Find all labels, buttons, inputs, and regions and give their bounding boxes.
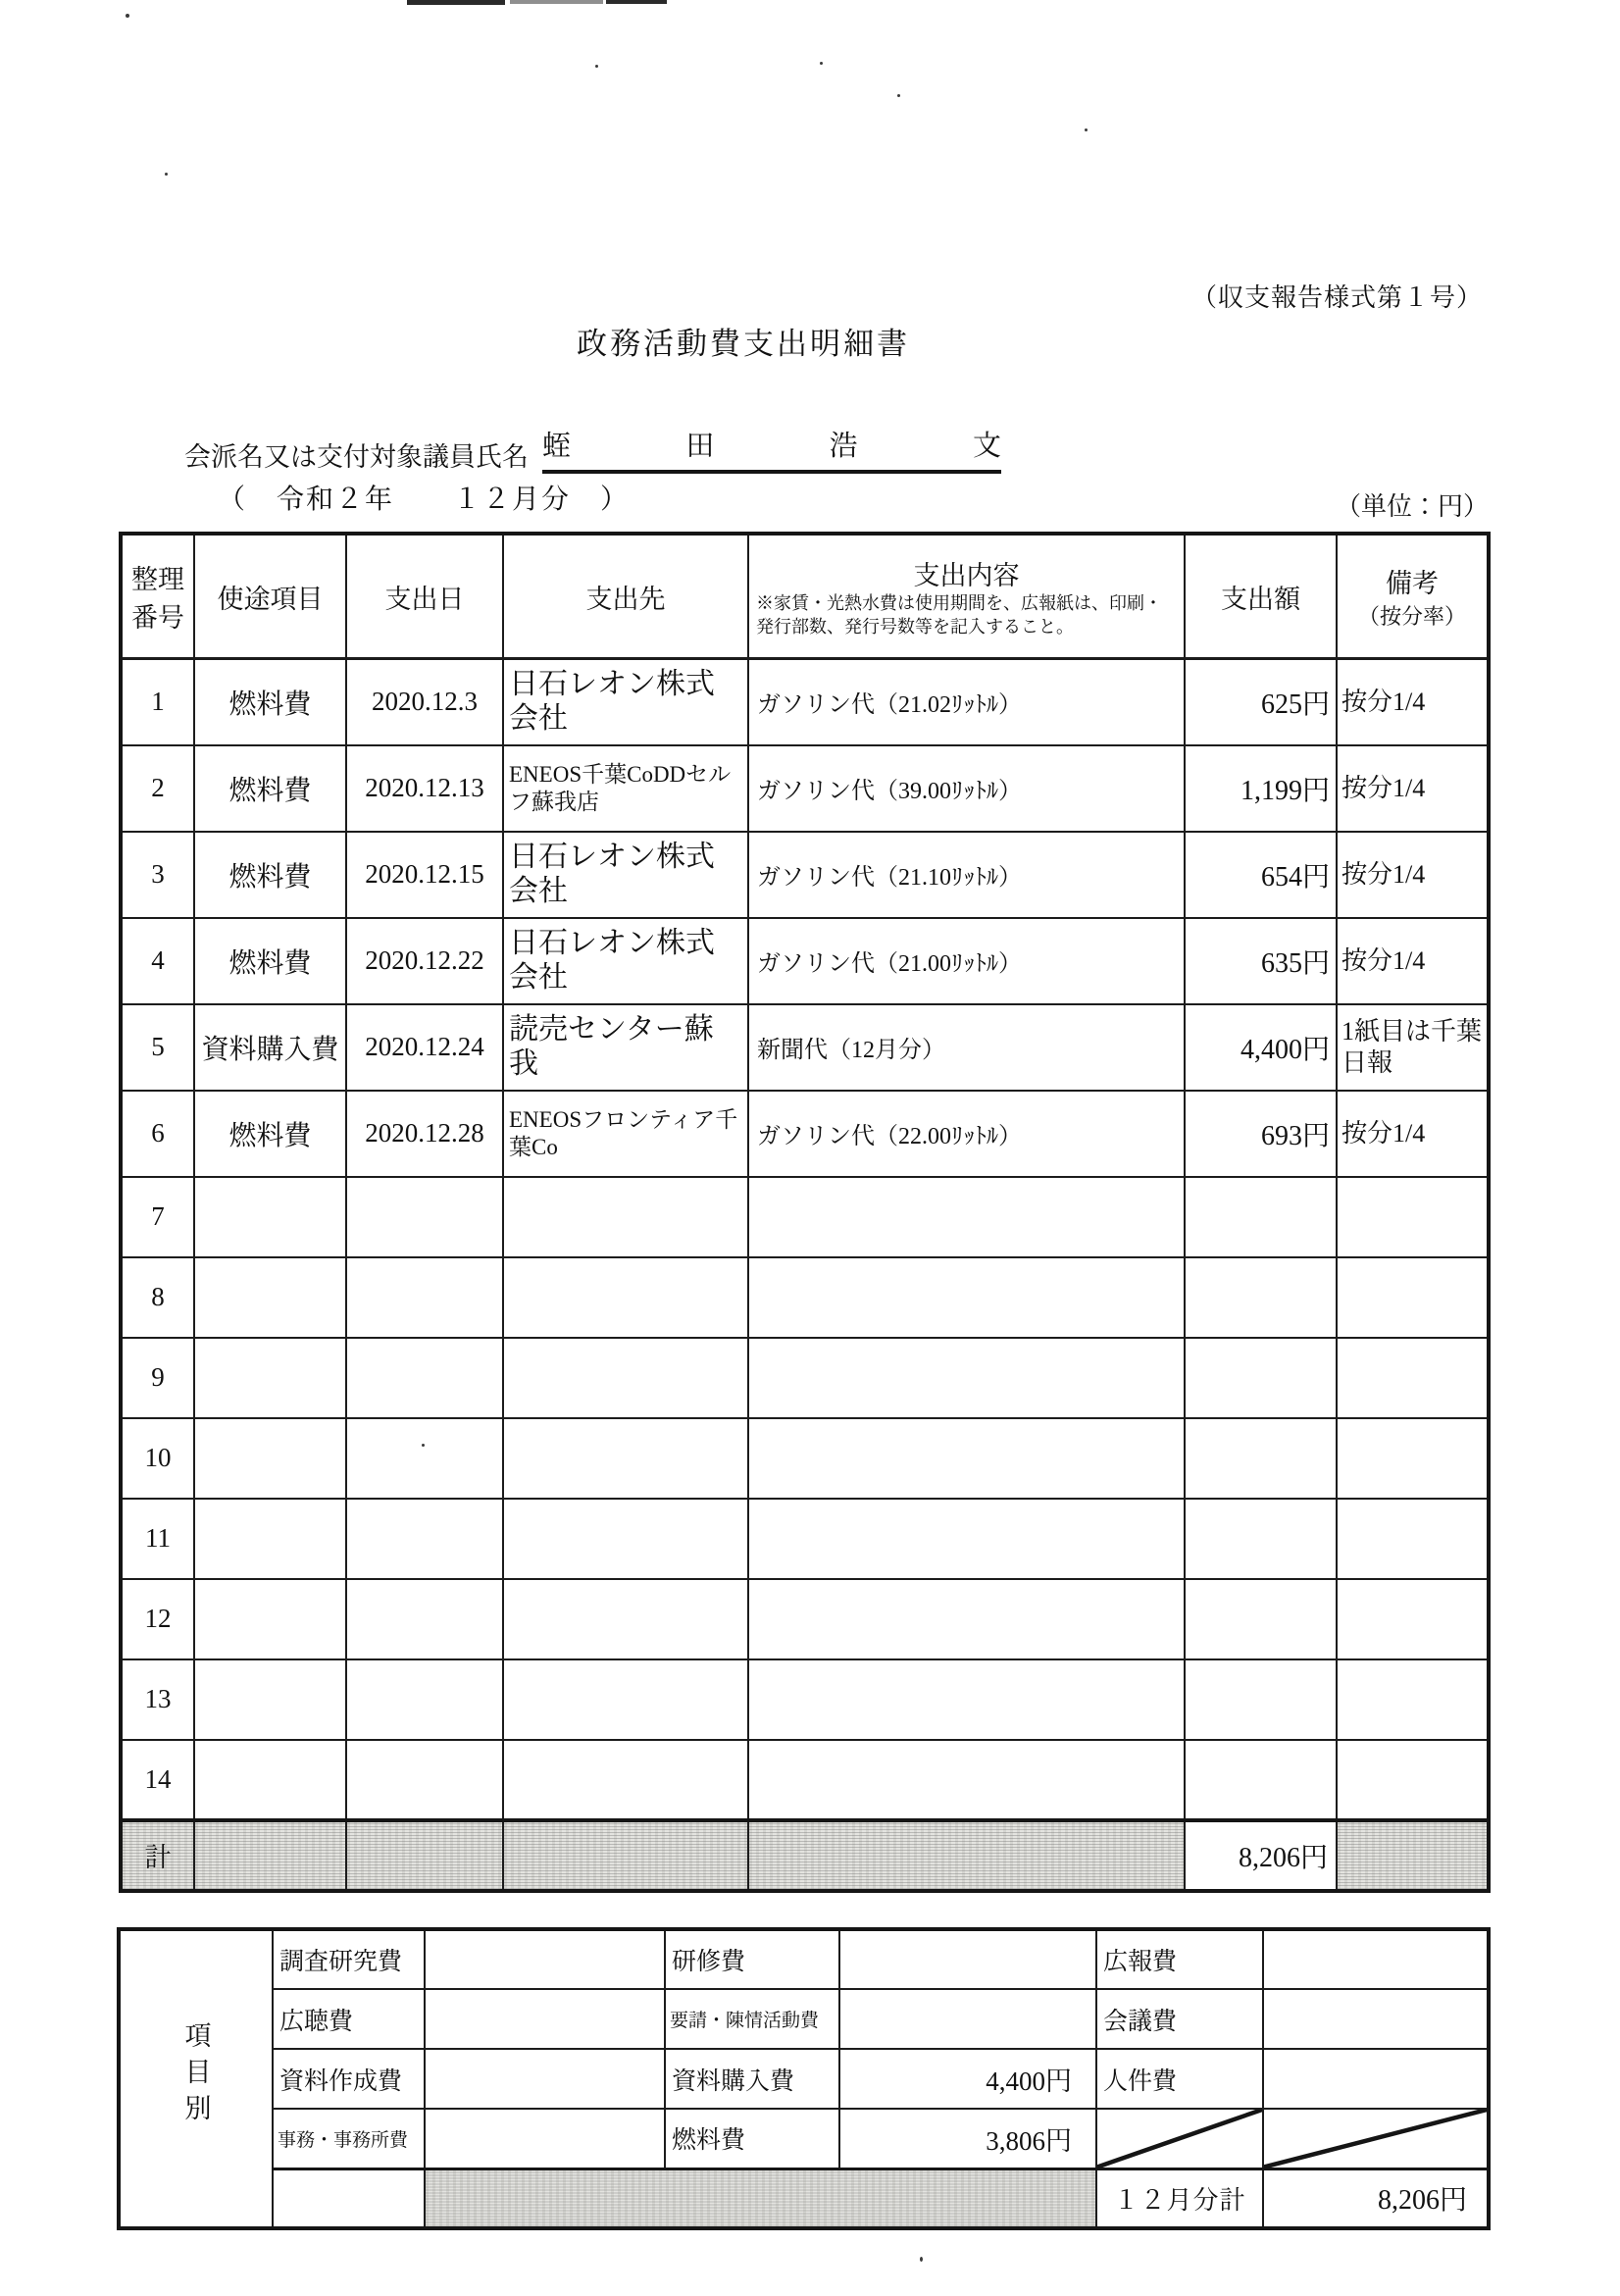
cell-date [346,1499,503,1579]
cell-category [194,1579,346,1659]
summary-row [119,2049,1489,2109]
report-period: （ 令和２年 １２月分 ） [218,485,631,515]
form-code: （収支報告様式第１号） [1190,283,1483,312]
summary-value-cell: 3,806円 [839,2109,1096,2168]
cell-payee [503,1659,748,1740]
expense-total-row [121,1820,1489,1891]
cell-category [194,1740,346,1820]
expense-row [121,659,1489,745]
summary-label-cell: 調査研究費 [273,1929,425,1989]
scan-speck [897,94,900,97]
cell-no: 3 [121,832,194,918]
cell-note: 1紙目は千葉日報 [1337,1004,1489,1091]
summary-side-label: 項目別 [180,2020,211,2130]
header-payee: 支出先 [503,534,748,659]
cell-detail [748,1499,1185,1579]
cell-detail [748,1338,1185,1418]
empty-expense-row [121,1579,1489,1659]
cell-payee: 日石レオン株式会社 [503,832,748,918]
cell-payee: ENEOS千葉CoDDセルフ蘇我店 [503,745,748,832]
total-shaded-cell [503,1820,748,1891]
cell-category [194,1659,346,1740]
cell-category [194,1338,346,1418]
cell-amount: 625円 [1185,659,1337,745]
header-category: 使途項目 [194,534,346,659]
expense-row [121,1091,1489,1177]
summary-row [119,2109,1489,2168]
cell-no: 5 [121,1004,194,1091]
cell-note [1337,1740,1489,1820]
empty-expense-row [121,1740,1489,1820]
summary-total-label: １２月分計 [1096,2168,1263,2228]
scan-artifact [407,0,505,5]
cell-note [1337,1257,1489,1338]
cell-date [346,1177,503,1257]
summary-label-cell: 研修費 [665,1929,839,1989]
summary-value-cell [425,1989,665,2049]
cell-payee: ENEOSフロンティア千葉Co [503,1091,748,1177]
cell-note: 按分1/4 [1337,832,1489,918]
expense-row [121,1004,1489,1091]
cell-detail: 新聞代（12月分） [748,1004,1185,1091]
cell-amount [1185,1338,1337,1418]
summary-label-cell: 会議費 [1096,1989,1263,2049]
header-amount: 支出額 [1185,534,1337,659]
empty-expense-row [121,1418,1489,1499]
summary-label-cell: 要請・陳情活動費 [665,1989,839,2049]
cell-category: 燃料費 [194,659,346,745]
cell-category [194,1418,346,1499]
summary-label-cell: 広聴費 [273,1989,425,2049]
cell-category: 燃料費 [194,745,346,832]
summary-total-shaded-cell [425,2168,1096,2228]
cell-no: 14 [121,1740,194,1820]
scan-speck [126,14,129,18]
expense-row [121,918,1489,1004]
scan-artifact [510,0,603,4]
summary-value-cell [1263,1989,1489,2049]
cell-date: 2020.12.15 [346,832,503,918]
expense-rows [121,659,1489,1820]
cell-amount [1185,1177,1337,1257]
cell-date [346,1659,503,1740]
empty-expense-row [121,1257,1489,1338]
cell-date [346,1579,503,1659]
header-note-line1: 備考 [1386,569,1439,598]
cell-category [194,1499,346,1579]
crossed-out-cell [1096,2109,1263,2168]
header-detail-note: ※家賃・光熱水費は使用期間を、広報紙は、印刷・発行部数、発行号数等を記入すること。 [756,593,1162,637]
cell-date [346,1257,503,1338]
cell-payee [503,1740,748,1820]
summary-label-cell: 事務・事務所費 [273,2109,425,2168]
cell-amount: 693円 [1185,1091,1337,1177]
empty-expense-row [121,1338,1489,1418]
category-summary-table [117,1927,1491,2230]
summary-side-label-cell [119,1929,273,2228]
cell-category: 資料購入費 [194,1004,346,1091]
cell-amount: 635円 [1185,918,1337,1004]
expense-table-header-row [121,534,1489,659]
cell-detail: ガソリン代（22.00ﾘｯﾄﾙ） [748,1091,1185,1177]
cell-no: 12 [121,1579,194,1659]
summary-value-cell [425,2109,665,2168]
cell-detail [748,1418,1185,1499]
cell-payee: 読売センター蘇我 [503,1004,748,1091]
header-date: 支出日 [346,534,503,659]
total-shaded-cell [748,1820,1185,1891]
cell-payee [503,1418,748,1499]
cell-amount [1185,1579,1337,1659]
cell-note [1337,1418,1489,1499]
summary-value-cell [425,2049,665,2109]
cell-detail: ガソリン代（21.02ﾘｯﾄﾙ） [748,659,1185,745]
summary-label-cell: 資料購入費 [665,2049,839,2109]
cell-note [1337,1338,1489,1418]
scan-artifact [606,0,667,4]
total-amount-cell: 8,206円 [1185,1820,1337,1891]
summary-row [119,1929,1489,1989]
cell-payee [503,1579,748,1659]
summary-value-cell [1263,2049,1489,2109]
cell-amount [1185,1659,1337,1740]
total-shaded-cell [1337,1820,1489,1891]
header-detail [748,534,1185,659]
cell-category [194,1257,346,1338]
cell-payee [503,1338,748,1418]
cell-payee [503,1257,748,1338]
empty-expense-row [121,1499,1489,1579]
cell-payee: 日石レオン株式会社 [503,918,748,1004]
cell-date: 2020.12.22 [346,918,503,1004]
cell-amount [1185,1499,1337,1579]
cell-note: 按分1/4 [1337,745,1489,832]
cell-no: 11 [121,1499,194,1579]
summary-total-row [119,2168,1489,2228]
summary-value-cell [839,1929,1096,1989]
scan-speck [165,173,168,176]
header-detail-title: 支出内容 [913,561,1020,591]
cell-note: 按分1/4 [1337,1091,1489,1177]
summary-label-cell: 燃料費 [665,2109,839,2168]
scan-speck [1085,128,1088,131]
cell-date: 2020.12.28 [346,1091,503,1177]
cell-amount [1185,1418,1337,1499]
cell-detail [748,1257,1185,1338]
cell-detail [748,1659,1185,1740]
header-note [1337,534,1489,659]
cell-amount: 654円 [1185,832,1337,918]
page-title: 政務活動費支出明細書 [577,327,910,361]
cell-no: 13 [121,1659,194,1740]
cell-amount: 1,199円 [1185,745,1337,832]
cell-note [1337,1499,1489,1579]
cell-date [346,1418,503,1499]
cell-date: 2020.12.3 [346,659,503,745]
scan-speck [820,62,823,65]
cell-no: 8 [121,1257,194,1338]
cell-note: 按分1/4 [1337,918,1489,1004]
cell-no: 10 [121,1418,194,1499]
cell-note: 按分1/4 [1337,659,1489,745]
summary-label-cell: 資料作成費 [273,2049,425,2109]
summary-row [119,1989,1489,2049]
summary-label-cell: 人件費 [1096,2049,1263,2109]
cell-amount: 4,400円 [1185,1004,1337,1091]
member-name-label: 会派名又は交付対象議員氏名 [184,442,529,472]
cell-date [346,1338,503,1418]
unit-note: （単位：円） [1335,492,1489,521]
cell-no: 1 [121,659,194,745]
cell-payee [503,1177,748,1257]
cell-detail: ガソリン代（21.00ﾘｯﾄﾙ） [748,918,1185,1004]
scan-speck [595,65,598,68]
cell-note [1337,1579,1489,1659]
cell-detail [748,1579,1185,1659]
cell-date: 2020.12.13 [346,745,503,832]
cell-no: 9 [121,1338,194,1418]
diagonal-slash [1097,2110,1262,2168]
cell-no: 2 [121,745,194,832]
cell-no: 7 [121,1177,194,1257]
scan-speck [920,2257,923,2262]
cell-detail: ガソリン代（21.10ﾘｯﾄﾙ） [748,832,1185,918]
summary-total-value: 8,206円 [1263,2168,1489,2228]
header-note-line2: （按分率） [1357,604,1466,629]
cell-date: 2020.12.24 [346,1004,503,1091]
summary-label-cell: 広報費 [1096,1929,1263,1989]
header-no: 整理番号 [121,534,194,659]
summary-value-cell [425,1929,665,1989]
empty-expense-row [121,1659,1489,1740]
cell-category: 燃料費 [194,1091,346,1177]
expense-row [121,745,1489,832]
total-shaded-cell [346,1820,503,1891]
cell-payee [503,1499,748,1579]
cell-date [346,1740,503,1820]
cell-amount [1185,1740,1337,1820]
cell-detail: ガソリン代（39.00ﾘｯﾄﾙ） [748,745,1185,832]
cell-detail [748,1177,1185,1257]
cell-category: 燃料費 [194,832,346,918]
total-label-cell: 計 [121,1820,194,1891]
total-shaded-cell [194,1820,346,1891]
summary-value-cell [839,1989,1096,2049]
cell-payee: 日石レオン株式会社 [503,659,748,745]
summary-total-empty-cell [273,2168,425,2228]
member-name-line [184,424,1001,474]
summary-value-cell [1263,1929,1489,1989]
cell-no: 6 [121,1091,194,1177]
expense-table [119,532,1491,1893]
member-name-value: 蛭田浩文 [542,424,1001,474]
summary-value-cell: 4,400円 [839,2049,1096,2109]
cell-no: 4 [121,918,194,1004]
expense-row [121,832,1489,918]
cell-category: 燃料費 [194,918,346,1004]
cell-detail [748,1740,1185,1820]
cell-note [1337,1659,1489,1740]
cell-note [1337,1177,1489,1257]
diagonal-slash [1264,2110,1487,2168]
crossed-out-cell [1263,2109,1489,2168]
cell-category [194,1177,346,1257]
empty-expense-row [121,1177,1489,1257]
cell-amount [1185,1257,1337,1338]
